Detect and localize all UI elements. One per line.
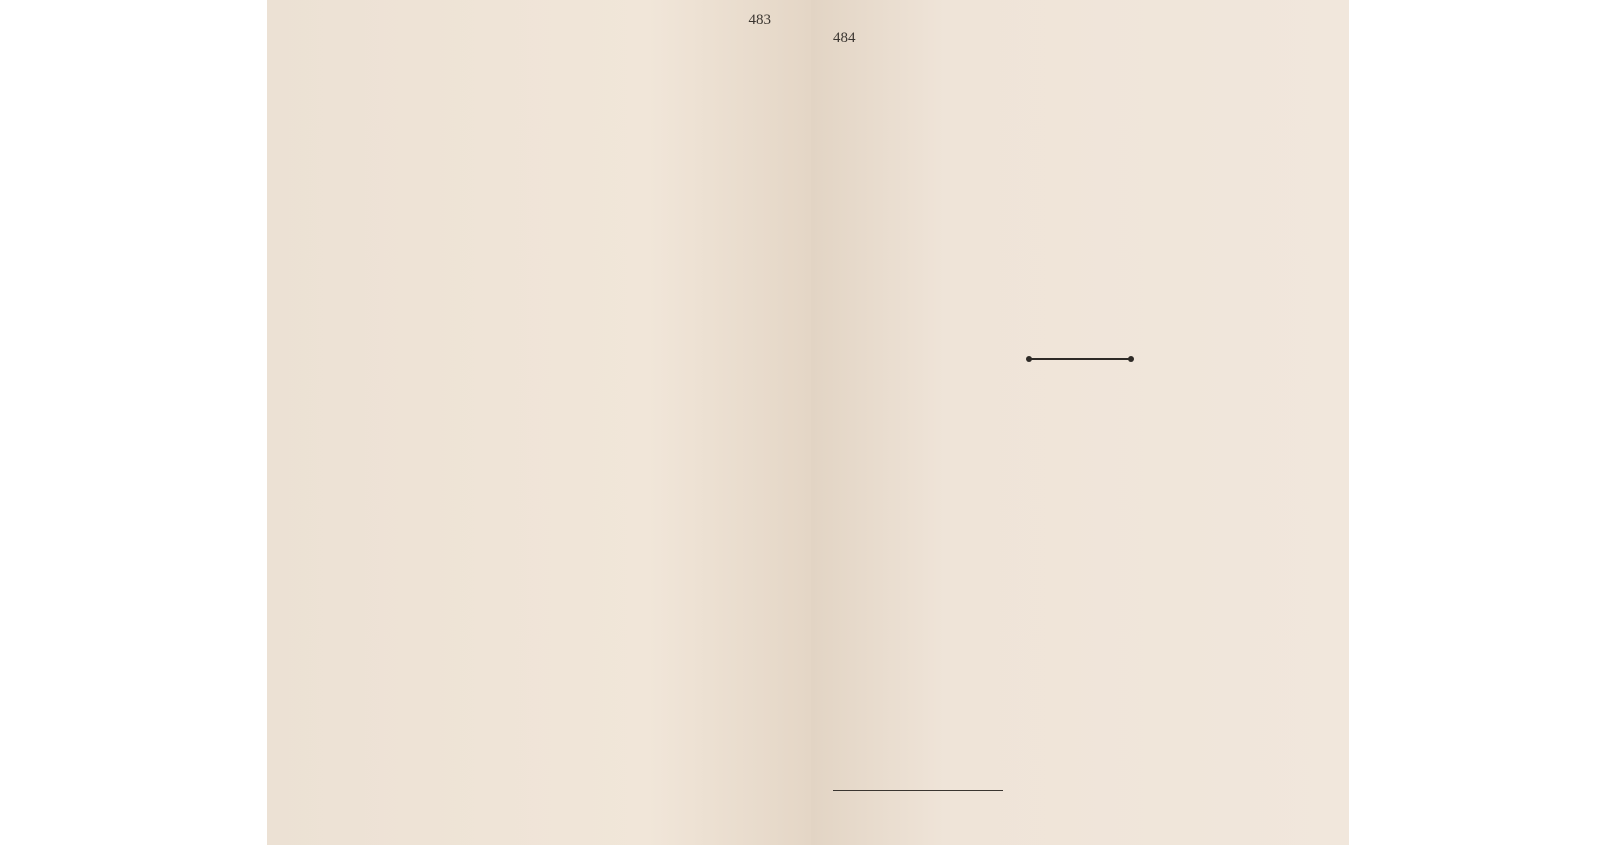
text-line [285,379,793,402]
text-line [285,694,793,717]
text-line [833,766,1329,785]
text-line [285,333,793,356]
text-line [285,479,793,502]
page-text [833,70,1329,323]
text-line [285,310,793,333]
text-line [833,727,1329,746]
text-line [285,817,793,840]
page-number: 483 [748,12,771,28]
section-text [833,401,1329,785]
signature-line [833,313,1329,333]
footnote-rule [833,790,1003,791]
text-line [833,497,1329,516]
text-line [285,72,793,95]
left-page [267,0,811,845]
text-line [285,356,793,379]
text-line [833,277,1329,300]
paragraph-gap [285,425,793,433]
text-line [285,579,793,602]
text-line [833,631,1329,650]
text-line [285,141,793,164]
text-line [285,771,793,794]
text-line [285,556,793,579]
text-line [285,241,793,264]
text-line [285,402,793,425]
paragraph-gap [285,210,793,218]
text-line [833,139,1329,162]
text-line [833,116,1329,139]
text-line [285,164,793,187]
text-line [833,478,1329,497]
text-line [833,70,1329,93]
text-line [285,671,793,694]
text-line [285,456,793,479]
text-line [285,287,793,310]
text-line [285,95,793,118]
text-line [833,231,1329,254]
text-line [833,185,1329,208]
page-number: 484 [833,30,856,46]
text-line [285,625,793,648]
text-line [833,420,1329,439]
page-text [285,49,793,845]
text-line [833,574,1329,593]
text-line [285,118,793,141]
text-line [833,555,1329,574]
text-line [285,433,793,456]
text-line [285,840,793,845]
book-spread [267,0,1349,845]
text-line [833,746,1329,765]
text-line [833,535,1329,554]
text-line [285,648,793,671]
text-line [833,670,1329,689]
text-line [285,264,793,287]
text-line [833,254,1329,277]
text-line [285,602,793,625]
text-line [833,459,1329,478]
right-page [811,0,1349,845]
text-line [285,187,793,210]
text-line [833,650,1329,669]
text-line [285,49,793,72]
text-line [285,748,793,771]
section-heading [811,368,1349,390]
text-line [285,533,793,556]
text-line [833,516,1329,535]
paragraph-gap [285,525,793,533]
text-line [285,502,793,525]
text-line [833,162,1329,185]
ornamental-rule [811,347,1349,365]
text-line [833,612,1329,631]
text-line [285,794,793,817]
text-line [833,708,1329,727]
text-line [833,593,1329,612]
footnote [841,795,1321,813]
text-line [833,208,1329,231]
text-line [833,93,1329,116]
text-line [285,218,793,241]
text-line [833,439,1329,458]
text-line [833,401,1329,420]
paragraph-gap [285,740,793,748]
text-line [833,689,1329,708]
text-line [285,717,793,740]
